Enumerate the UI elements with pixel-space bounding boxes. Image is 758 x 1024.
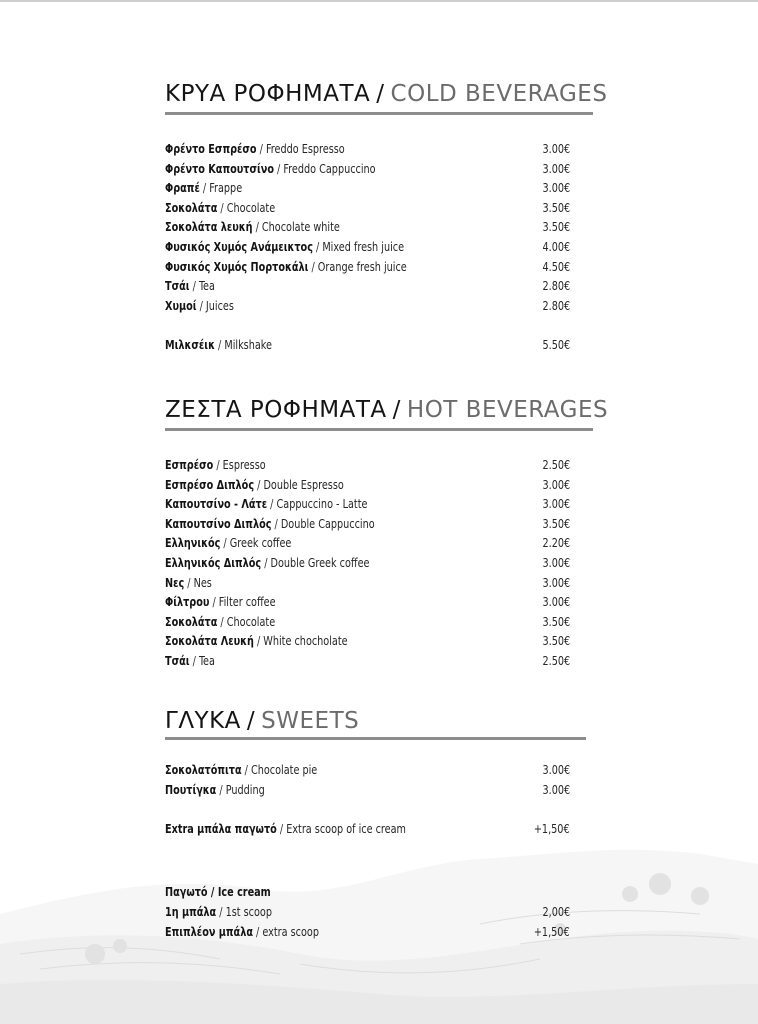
menu-item-name <box>165 178 242 198</box>
menu-item-price: 5.50€ <box>542 337 570 352</box>
item-name-separator: / <box>220 535 230 551</box>
menu-item-name <box>165 335 272 355</box>
menu-item-row <box>165 922 570 942</box>
item-name-greek: Σοκολάτα Λευκή <box>165 633 254 649</box>
item-name-english: Orange fresh juice <box>317 258 407 274</box>
menu-item-name <box>165 553 369 573</box>
item-name-separator: / <box>213 457 223 472</box>
item-name-english: Nes <box>193 574 212 590</box>
item-name-english: Freddo Cappuccino <box>283 160 376 176</box>
menu-item-row <box>165 237 570 257</box>
item-name-english: Double Greek coffee <box>270 555 370 570</box>
item-name-greek: Σοκολάτα <box>165 613 218 629</box>
item-name-english: extra scoop <box>262 923 319 939</box>
item-name-separator: / <box>217 199 227 215</box>
menu-item-row <box>165 159 570 179</box>
menu-item-row <box>165 780 570 800</box>
item-name-english: Cappuccino - Latte <box>276 496 368 512</box>
top-border <box>0 0 758 2</box>
item-name-separator: / <box>241 762 251 777</box>
item-name-separator: / <box>256 141 266 156</box>
item-name-greek: Χυμοί <box>165 297 197 313</box>
item-name-greek: Νες <box>165 574 185 590</box>
item-name-separator: / <box>216 904 226 919</box>
menu-item-price: 3.50€ <box>542 219 570 235</box>
menu-item-row <box>165 335 570 355</box>
menu-item-price: 3.00€ <box>542 594 570 610</box>
menu-item-name <box>165 819 406 839</box>
item-name-greek: Φρέντο Εσπρέσο <box>165 141 257 156</box>
menu-item-price: 3.00€ <box>542 496 570 512</box>
menu-item-name <box>165 514 375 534</box>
item-name-separator: / <box>253 633 264 649</box>
menu-item-name <box>165 780 265 800</box>
item-name-separator: / <box>189 278 199 294</box>
item-name-english: Double Cappuccino <box>280 515 375 531</box>
item-name-english: Chocolate white <box>261 219 340 235</box>
hot-beverages-title <box>165 396 608 424</box>
menu-item-price: 3.00€ <box>542 781 570 797</box>
item-name-separator: / <box>273 160 284 176</box>
menu-item-name <box>165 198 275 218</box>
menu-item-price: 3.50€ <box>542 199 570 215</box>
menu-item-name <box>165 922 319 942</box>
item-name-greek: Φυσικός Χυμός Πορτοκάλι <box>165 258 309 274</box>
item-name-greek: Πουτίγκα <box>165 781 217 797</box>
item-name-separator: / <box>254 476 264 492</box>
menu-item-price: 4.50€ <box>542 258 570 274</box>
menu-item-price: +1,50€ <box>534 923 570 939</box>
menu-item-row <box>165 612 570 632</box>
item-name-separator: / <box>252 923 263 939</box>
item-name-greek: Σοκολάτα λευκή <box>165 219 253 235</box>
title-greek: ΚΡΥΑ ΡΟΦΗΜΑΤΑ <box>165 81 371 107</box>
item-name-greek: Σοκολάτα <box>165 199 218 215</box>
section-divider <box>165 428 593 431</box>
title-english: SWEETS <box>261 708 360 734</box>
title-english: HOT BEVERAGES <box>406 397 609 423</box>
menu-item-price: 3.00€ <box>542 574 570 590</box>
item-name-english: Frappe <box>209 180 243 196</box>
menu-item-row <box>165 631 570 651</box>
menu-item-name <box>165 533 291 553</box>
item-name-separator: / <box>199 180 210 196</box>
title-separator: / <box>392 397 401 423</box>
item-name-english: Mixed fresh juice <box>322 239 405 254</box>
item-name-greek: Εσπρέσο <box>165 457 214 472</box>
item-name-english: Pudding <box>225 781 265 797</box>
item-name-separator: / <box>214 337 225 352</box>
item-name-greek: Τσάι <box>165 653 190 668</box>
item-name-greek: Τσάι <box>165 278 190 294</box>
item-name-greek: Extra μπάλα παγωτό <box>165 820 277 836</box>
title-separator: / <box>246 708 256 734</box>
menu-item-price: 2.80€ <box>542 297 570 313</box>
item-name-english: Greek coffee <box>229 535 292 551</box>
menu-item-price: 4.00€ <box>542 239 570 254</box>
menu-item-name <box>165 573 212 593</box>
menu-item-row <box>165 475 570 495</box>
item-name-english: White chocholate <box>263 633 348 649</box>
item-name-greek: Φίλτρου <box>165 594 210 610</box>
item-name-english: Double Espresso <box>263 476 344 492</box>
menu-item-row <box>165 592 570 612</box>
item-name-separator: / <box>216 781 226 797</box>
item-name-separator: / <box>261 555 271 570</box>
menu-item-name <box>165 455 266 475</box>
title-greek: ΓΛΥΚΑ <box>165 708 241 734</box>
menu-item-price: 2.80€ <box>542 278 570 294</box>
item-name-english: Chocolate pie <box>251 762 318 777</box>
menu-item-price: 2,00€ <box>542 904 570 919</box>
menu-item-price: 2.20€ <box>542 535 570 551</box>
item-name-separator: / <box>271 515 281 531</box>
item-name-separator: / <box>209 594 219 610</box>
menu-item-row <box>165 573 570 593</box>
menu-item-row <box>165 651 570 671</box>
menu-item-row <box>165 178 570 198</box>
item-name-english: Chocolate <box>226 199 276 215</box>
menu-item-name <box>165 631 348 651</box>
item-name-greek: Σοκολατόπιτα <box>165 762 242 777</box>
item-name-separator: / <box>252 219 262 235</box>
menu-item-name <box>165 760 317 780</box>
item-name-greek: 1η μπάλα <box>165 904 217 919</box>
menu-item-price: 3.00€ <box>542 160 570 176</box>
menu-item-name <box>165 257 407 277</box>
menu-item-row <box>165 276 570 296</box>
item-name-separator: / <box>184 574 194 590</box>
item-name-greek: Εσπρέσο Διπλός <box>165 476 255 492</box>
menu-item-price: 3.50€ <box>542 633 570 649</box>
item-name-greek: Καπουτσίνο Διπλός <box>165 515 272 531</box>
item-name-separator: / <box>189 653 199 668</box>
item-name-greek: Φυσικός Χυμός Ανάμεικτος <box>165 239 313 254</box>
title-english: COLD BEVERAGES <box>390 81 608 107</box>
item-name-separator: / <box>267 496 277 512</box>
menu-item-row <box>165 533 570 553</box>
item-name-english: 1st scoop <box>225 904 272 919</box>
section-divider <box>165 737 586 740</box>
item-name-greek: Φραπέ <box>165 180 200 196</box>
item-name-separator: / <box>308 258 318 274</box>
menu-item-name <box>165 475 344 495</box>
menu-item-price: 3.50€ <box>542 515 570 531</box>
ice-cream-heading: Παγωτό / Ice cream <box>165 884 271 899</box>
item-name-english: Tea <box>198 278 215 294</box>
menu-item-price: 2.50€ <box>542 457 570 472</box>
menu-item-row <box>165 257 570 277</box>
menu-item-price: +1,50€ <box>534 820 570 836</box>
menu-item-name <box>165 612 275 632</box>
item-name-greek: Ελληνικός <box>165 535 221 551</box>
cold-beverages-title <box>165 80 607 108</box>
title-separator: / <box>376 81 385 107</box>
menu-item-row <box>165 296 570 316</box>
item-name-english: Juices <box>205 297 234 313</box>
item-name-english: Milkshake <box>224 337 272 352</box>
menu-item-name <box>165 237 404 257</box>
menu-item-name <box>165 592 276 612</box>
menu-item-name <box>165 494 367 514</box>
menu-item-row <box>165 902 570 922</box>
menu-item-name <box>165 217 340 237</box>
title-greek: ΖΕΣΤΑ ΡΟΦΗΜΑΤΑ <box>165 397 387 423</box>
menu-item-row <box>165 494 570 514</box>
menu-item-row <box>165 217 570 237</box>
menu-item-row <box>165 514 570 534</box>
menu-item-price: 2.50€ <box>542 653 570 668</box>
item-name-english: Chocolate <box>226 613 276 629</box>
menu-item-row <box>165 198 570 218</box>
sweets-title <box>165 707 359 735</box>
menu-item-row <box>165 139 570 159</box>
menu-item-price: 3.50€ <box>542 613 570 629</box>
menu-item-name <box>165 159 376 179</box>
item-name-english: Tea <box>198 653 215 668</box>
item-name-greek: Επιπλέον μπάλα <box>165 923 253 939</box>
menu-item-row <box>165 760 570 780</box>
item-name-english: Filter coffee <box>218 594 276 610</box>
menu-item-price: 3.00€ <box>542 141 570 156</box>
item-name-separator: / <box>276 820 287 836</box>
menu-item-name <box>165 902 272 922</box>
item-name-separator: / <box>196 297 206 313</box>
item-name-greek: Μιλκσέικ <box>165 337 215 352</box>
menu-item-price: 3.00€ <box>542 180 570 196</box>
menu-item-name <box>165 139 345 159</box>
menu-item-row <box>165 455 570 475</box>
item-name-english: Espresso <box>222 457 266 472</box>
menu-item-price: 3.00€ <box>542 476 570 492</box>
menu-item-row <box>165 553 570 573</box>
menu-item-name <box>165 296 234 316</box>
menu-item-price: 3.00€ <box>542 555 570 570</box>
item-name-english: Freddo Espresso <box>265 141 345 156</box>
item-name-greek: Ελληνικός Διπλός <box>165 555 262 570</box>
item-name-greek: Φρέντο Καπουτσίνο <box>165 160 274 176</box>
item-name-greek: Καπουτσίνο - Λάτε <box>165 496 268 512</box>
menu-item-name <box>165 276 215 296</box>
item-name-separator: / <box>312 239 323 254</box>
section-divider <box>165 112 593 115</box>
item-name-separator: / <box>217 613 227 629</box>
item-name-english: Extra scoop of ice cream <box>286 820 406 836</box>
menu-item-price: 3.00€ <box>542 762 570 777</box>
menu-item-row <box>165 819 570 839</box>
menu-item-name <box>165 651 215 671</box>
